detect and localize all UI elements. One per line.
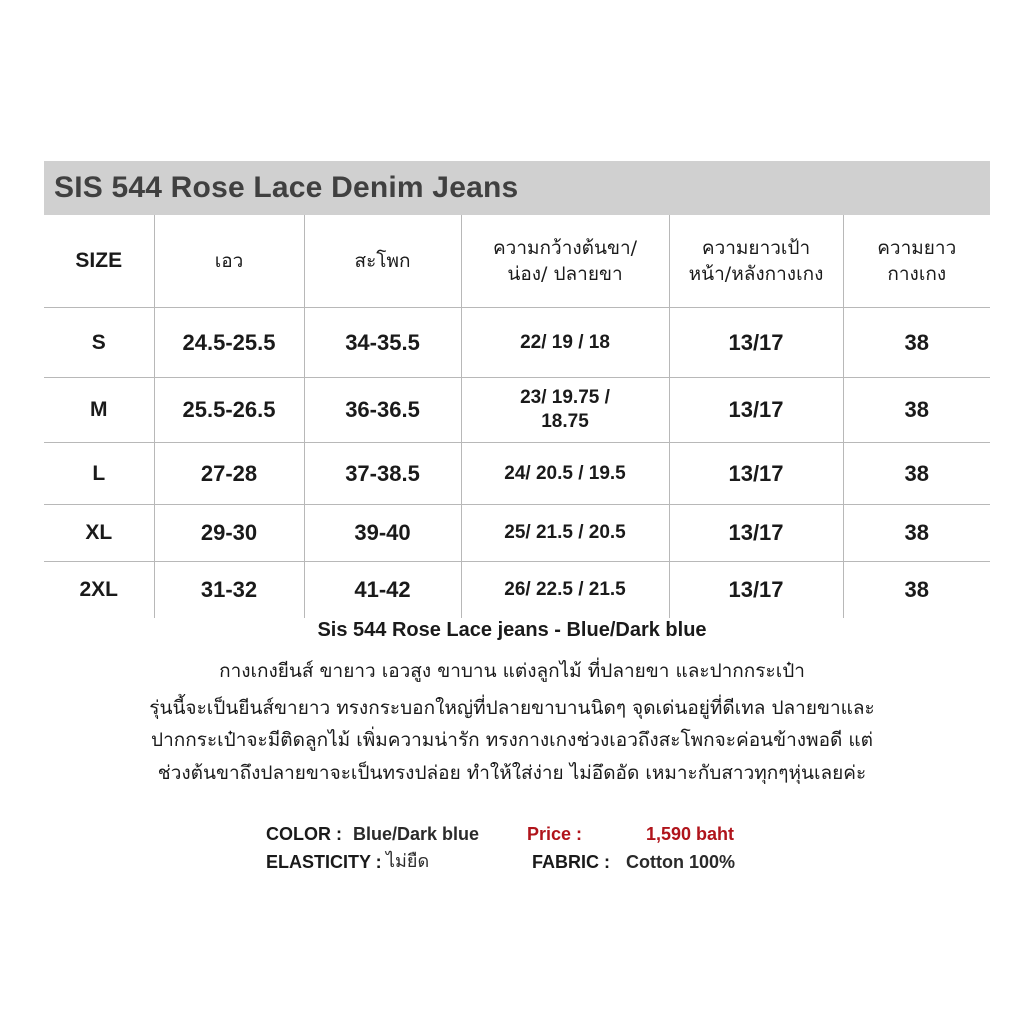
cell-hip: 41-42 (304, 562, 461, 619)
elasticity-value: ไม่ยืด (386, 851, 430, 872)
header-hip: สะโพก (304, 215, 461, 308)
product-subtitle: Sis 544 Rose Lace jeans - Blue/Dark blue (317, 619, 707, 641)
product-specs (266, 820, 786, 876)
price-label: Price : (527, 824, 583, 844)
cell-size: 2XL (44, 562, 154, 619)
cell-length: 38 (843, 378, 990, 443)
cell-waist: 25.5-26.5 (154, 378, 304, 443)
table-row (44, 378, 990, 443)
table-row (44, 562, 990, 619)
header-thigh-calf-hem: ความกว้างต้นขา/ น่อง/ ปลายขา (461, 215, 669, 308)
cell-rise: 13/17 (669, 443, 843, 505)
cell-size: L (44, 443, 154, 505)
description-line: ปากกระเป๋าจะมีติดลูกไม้ เพิ่มความน่ารัก ทรงกางเกงช่วงเอวถึงสะโพกจะค่อนข้างพอดี แต่ (151, 729, 873, 751)
cell-waist: 29-30 (154, 505, 304, 562)
cell-thigh-calf-hem: 22/ 19 / 18 (461, 308, 669, 378)
cell-length: 38 (843, 443, 990, 505)
elasticity-label: ELASTICITY : (266, 852, 382, 872)
price-value: 1,590 baht (646, 824, 735, 844)
fabric-label: FABRIC : (532, 852, 610, 872)
cell-rise: 13/17 (669, 308, 843, 378)
cell-rise: 13/17 (669, 378, 843, 443)
color-value: Blue/Dark blue (353, 824, 480, 844)
cell-thigh-calf-hem: 26/ 22.5 / 21.5 (461, 562, 669, 619)
cell-hip: 37-38.5 (304, 443, 461, 505)
cell-waist: 31-32 (154, 562, 304, 619)
cell-thigh-calf-hem: 23/ 19.75 / 18.75 (461, 378, 669, 443)
header-length: ความยาว กางเกง (843, 215, 990, 308)
header-size: SIZE (44, 215, 154, 308)
cell-waist: 27-28 (154, 443, 304, 505)
header-waist: เอว (154, 215, 304, 308)
cell-size: S (44, 308, 154, 378)
cell-hip: 34-35.5 (304, 308, 461, 378)
description-line: กางเกงยีนส์ ขายาว เอวสูง ขาบาน แต่งลูกไม้ ที่ปลายขา และปากกระเป๋า (219, 660, 805, 682)
spec-line-elasticity-fabric (266, 848, 786, 876)
cell-hip: 39-40 (304, 505, 461, 562)
table-header-row (44, 215, 990, 308)
cell-length: 38 (904, 577, 929, 602)
fabric-value: Cotton 100% (626, 852, 736, 872)
size-table (44, 215, 990, 618)
description-line: รุ่นนี้จะเป็นยีนส์ขายาว ทรงกระบอกใหญ่ที่ปลายขาบานนิดๆ จุดเด่นอยู่ที่ดีเทล ปลายขาและ (149, 697, 875, 719)
cell-rise: 13/17 (669, 562, 843, 619)
title-bar (44, 161, 990, 215)
table-row (44, 505, 990, 562)
cell-length: 38 (843, 505, 990, 562)
spec-line-color-price (266, 820, 786, 848)
color-label: COLOR : (266, 824, 342, 844)
cell-thigh-calf-hem: 24/ 20.5 / 19.5 (461, 443, 669, 505)
cell-hip: 36-36.5 (304, 378, 461, 443)
cell-rise: 13/17 (669, 505, 843, 562)
cell-thigh-calf-hem: 25/ 21.5 / 20.5 (461, 505, 669, 562)
cell-size: XL (44, 505, 154, 562)
cell-length: 38 (843, 308, 990, 378)
product-title: SIS 544 Rose Lace Denim Jeans (54, 171, 519, 204)
header-rise: ความยาวเป้า หน้า/หลังกางเกง (669, 215, 843, 308)
description-line: ช่วงต้นขาถึงปลายขาจะเป็นทรงปล่อย ทำให้ใส่ง่าย ไม่อึดอัด เหมาะกับสาวทุกๆหุ่นเลยค่ะ (157, 762, 867, 784)
cell-size: M (44, 378, 154, 443)
table-row (44, 443, 990, 505)
table-row (44, 308, 990, 378)
cell-waist: 24.5-25.5 (154, 308, 304, 378)
size-chart (44, 161, 990, 618)
